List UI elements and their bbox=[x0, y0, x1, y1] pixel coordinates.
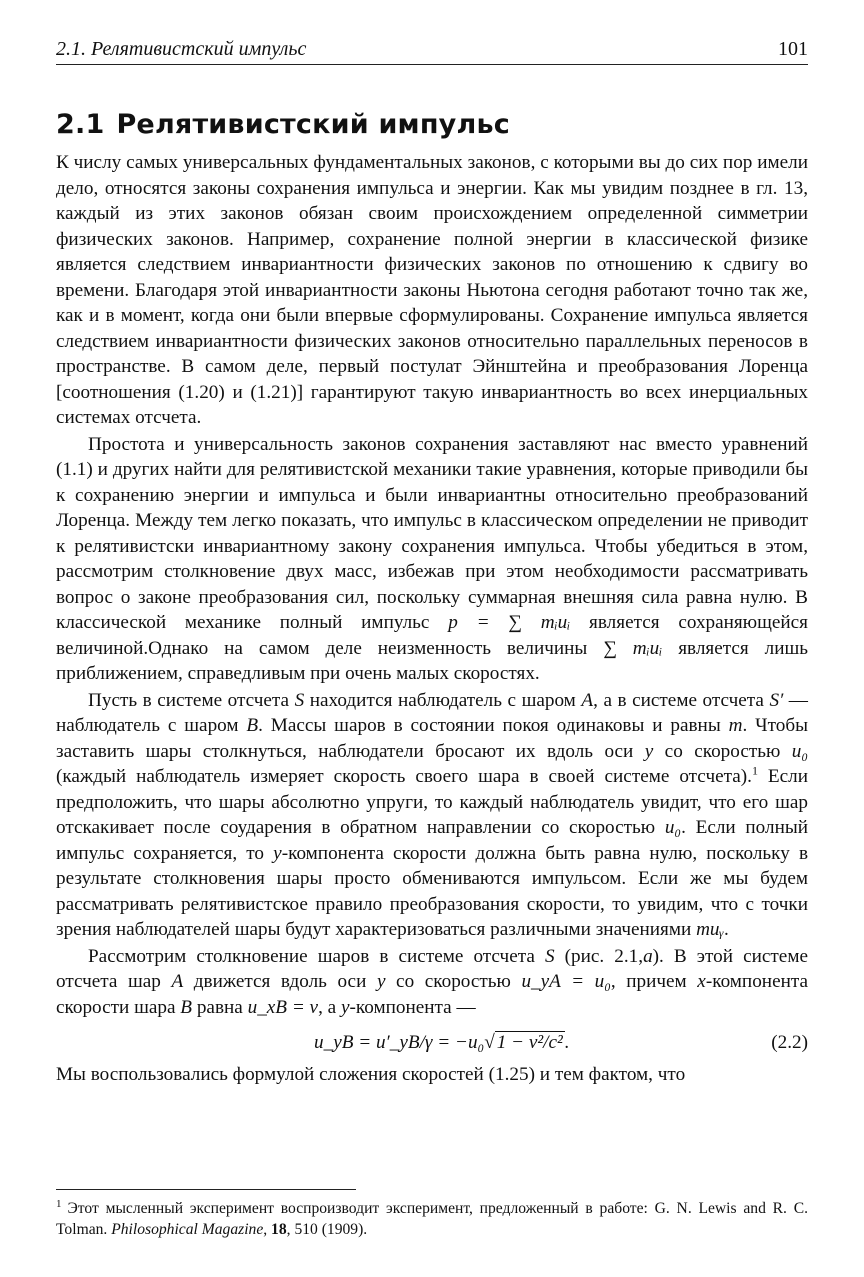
ball-B-symbol-2: B bbox=[180, 996, 193, 1018]
paragraph-3-text-c: , а в системе отсчета bbox=[593, 689, 770, 711]
paragraph-3-text-k: -компонента скорости должна быть равна нулю, поскольку в результате столкновения шары просто обмениваются импульсом. Если же мы будем рассматривать релятивистское правило преобразования скорости, то увидим, что с точки зрения наблюдателей шары будут характеризоваться различными значениями bbox=[56, 842, 808, 940]
y-axis-symbol-3: y bbox=[341, 996, 350, 1018]
paragraph-4-text-i: , а bbox=[318, 996, 341, 1018]
paragraph-2-text-a: Простота и универсальность законов сохранения заставляют нас вместо уравнений (1.1) и других найти для релятивистской механики такие уравнения, которые приводили бы к сохранению энергии и импульса и были инвариантны относительно преобразований Лоренца. Между тем легко показать, что импульс в классическом определении не приводит к релятивистски инвариантному закону сохранения импульса. Чтобы убедиться в этом, рассмотрим столкновение двух масс, избежав при этом необходимости рассматривать вопрос о законе преобразования сил, поскольку суммарная внешняя сила равна нулю. В классической механике полный импульс bbox=[56, 433, 808, 633]
section-number: 2.1 bbox=[56, 109, 105, 140]
paragraph-4 bbox=[56, 944, 808, 1021]
mass-symbol: m bbox=[728, 715, 743, 736]
paragraph-3-text-g: со скоростью bbox=[653, 740, 792, 762]
paragraph-3-text-f: . Чтобы заставить шары столкнуться, наблюдатели бросают их вдоль оси bbox=[56, 715, 808, 762]
paragraph-4-text-b: (рис. 2.1, bbox=[554, 945, 644, 967]
paragraph-3-text-b: находится наблюдатель с шаром bbox=[304, 689, 582, 711]
paragraph-3-text-h: (каждый наблюдатель измеряет скорость своего шара в своей системе отсчета). bbox=[56, 766, 752, 787]
paragraph-3-text-l: . bbox=[723, 919, 729, 940]
running-title: 2.1. Релятивистский импульс bbox=[56, 38, 307, 60]
paragraph-2 bbox=[56, 432, 808, 687]
ball-A-symbol: A bbox=[581, 689, 594, 711]
equation-formula bbox=[314, 1030, 570, 1056]
footnote-rest: , 510 (1909). bbox=[286, 1221, 368, 1239]
paragraph-2-text-c: является лишь приближением, справедливым при очень малых скоростях. bbox=[56, 637, 808, 684]
sum-formula: ∑ mᵢuᵢ bbox=[603, 637, 663, 659]
footnote-reference[interactable]: 1 bbox=[751, 763, 758, 778]
uxB-formula: u_xB = v bbox=[247, 996, 319, 1018]
paragraph-4-text-e: со скоростью bbox=[385, 971, 522, 992]
footnote-mark: 1 bbox=[56, 1198, 62, 1210]
paragraph-1: К числу самых универсальных фундаментальных законов, с которыми вы до сих пор имели дело, относятся законы сохранения импульса и энергии. Как мы увидим позднее в гл. 13, каждый из этих законов обязан своим происхождением определенной симметрии физических законов. Например, сохранение полной энергии в классической физике является следствием инвариантности физических законов по отношению к сдвигу во времени. Благодаря этой инвариантности законы Ньютона сегодня работают точно так же, как и в момент, когда они были впервые сформулированы. Сохранение импульса является следствием инвариантности физических законов относительно параллельных переносов в пространстве. В самом деле, первый постулат Эйнштейна и преобразования Лоренца [соотношения (1.20) и (1.21)] гарантируют такую инвариантность во всех инерциальных системах отсчета. bbox=[56, 152, 808, 428]
equation-radicand: 1 − v²/c² bbox=[496, 1032, 563, 1053]
paragraph-4-text-c: ). В этой системе отсчета шар bbox=[56, 945, 808, 992]
ball-A-symbol-2: A bbox=[171, 971, 184, 992]
paragraph-3-text-d: — наблюдатель с шаром bbox=[56, 689, 808, 736]
figure-part-label: a bbox=[643, 945, 653, 967]
footnote-journal: Philosophical Magazine bbox=[111, 1221, 264, 1239]
frame-S-prime-symbol: S′ bbox=[769, 689, 784, 711]
sqrt-sign: √ bbox=[484, 1032, 495, 1053]
paragraph-3-text-e: . Массы шаров в состоянии покоя одинаковы и равны bbox=[258, 715, 729, 736]
section-title: Релятивистский импульс bbox=[116, 109, 510, 140]
page-number: 101 bbox=[778, 38, 808, 60]
running-header bbox=[56, 38, 808, 65]
paragraph-3-text-a: Пусть в системе отсчета bbox=[88, 689, 295, 711]
x-axis-symbol: x bbox=[697, 971, 706, 992]
equation-number: (2.2) bbox=[771, 1032, 808, 1053]
u0-symbol-2: u₀ bbox=[664, 817, 682, 838]
paragraph-4-text-f: , причем bbox=[610, 971, 698, 992]
paragraph-4-text-g: -компонента скорости шара bbox=[56, 971, 808, 1018]
uyA-formula: u_yA = u₀ bbox=[521, 971, 611, 992]
footnote-rule bbox=[56, 1189, 356, 1190]
equation-lhs: u_yB = u′_yB/γ = −u₀ bbox=[314, 1032, 485, 1053]
paragraph-4-text-j: -компонента — bbox=[349, 996, 476, 1018]
m-uy-symbol: muᵧ bbox=[696, 919, 724, 940]
u0-symbol: u₀ bbox=[791, 740, 808, 762]
y-symbol-2: y bbox=[273, 842, 282, 864]
equation-2-2 bbox=[56, 1024, 808, 1062]
paragraph-3 bbox=[56, 688, 808, 943]
footnote-text: Этот мысленный эксперимент воспроизводит эксперимент, предложенный в работе: G. N. Lewis and R. C. Tolman. bbox=[56, 1200, 808, 1239]
paragraph-4-text-d: движется вдоль оси bbox=[183, 971, 377, 992]
y-axis-symbol: y bbox=[644, 740, 654, 762]
section-heading bbox=[56, 109, 510, 140]
y-axis-symbol-2: y bbox=[376, 971, 386, 992]
frame-S-symbol-2: S bbox=[544, 945, 555, 967]
ball-B-symbol: B bbox=[246, 715, 259, 736]
paragraph-3-text-i: Если предположить, что шары абсолютно упруги, то каждый наблюдатель увидит, что его шар отскакивает после соударения в обратном направлении со скоростью bbox=[56, 766, 808, 838]
body-text bbox=[56, 150, 808, 1089]
paragraph-2-text-b: является сохраняющейся величиной.Однако на самом деле неизменность величины bbox=[56, 612, 808, 659]
paragraph-4-text-h: равна bbox=[192, 996, 248, 1018]
paragraph-3-text-j: . Если полный импульс сохраняется, то bbox=[56, 817, 808, 864]
footnote-volume: 18 bbox=[271, 1221, 287, 1239]
footnote: $^1$ Этот мысленный эксперимент воспроизводит эксперимент, предложенный в работе: G. N. Lewis and R. C. Tolman. Philosophical Magazine, 18, 510 (1909). bbox=[56, 1198, 808, 1239]
paragraph-5: Мы воспользовались формулой сложения скоростей (1.25) и тем фактом, что bbox=[56, 1064, 686, 1085]
equation-end: . bbox=[564, 1032, 570, 1053]
paragraph-4-text-a: Рассмотрим столкновение шаров в системе отсчета bbox=[88, 945, 545, 967]
momentum-sum-formula: p = ∑ mᵢuᵢ bbox=[448, 612, 571, 633]
frame-S-symbol: S bbox=[294, 689, 305, 711]
